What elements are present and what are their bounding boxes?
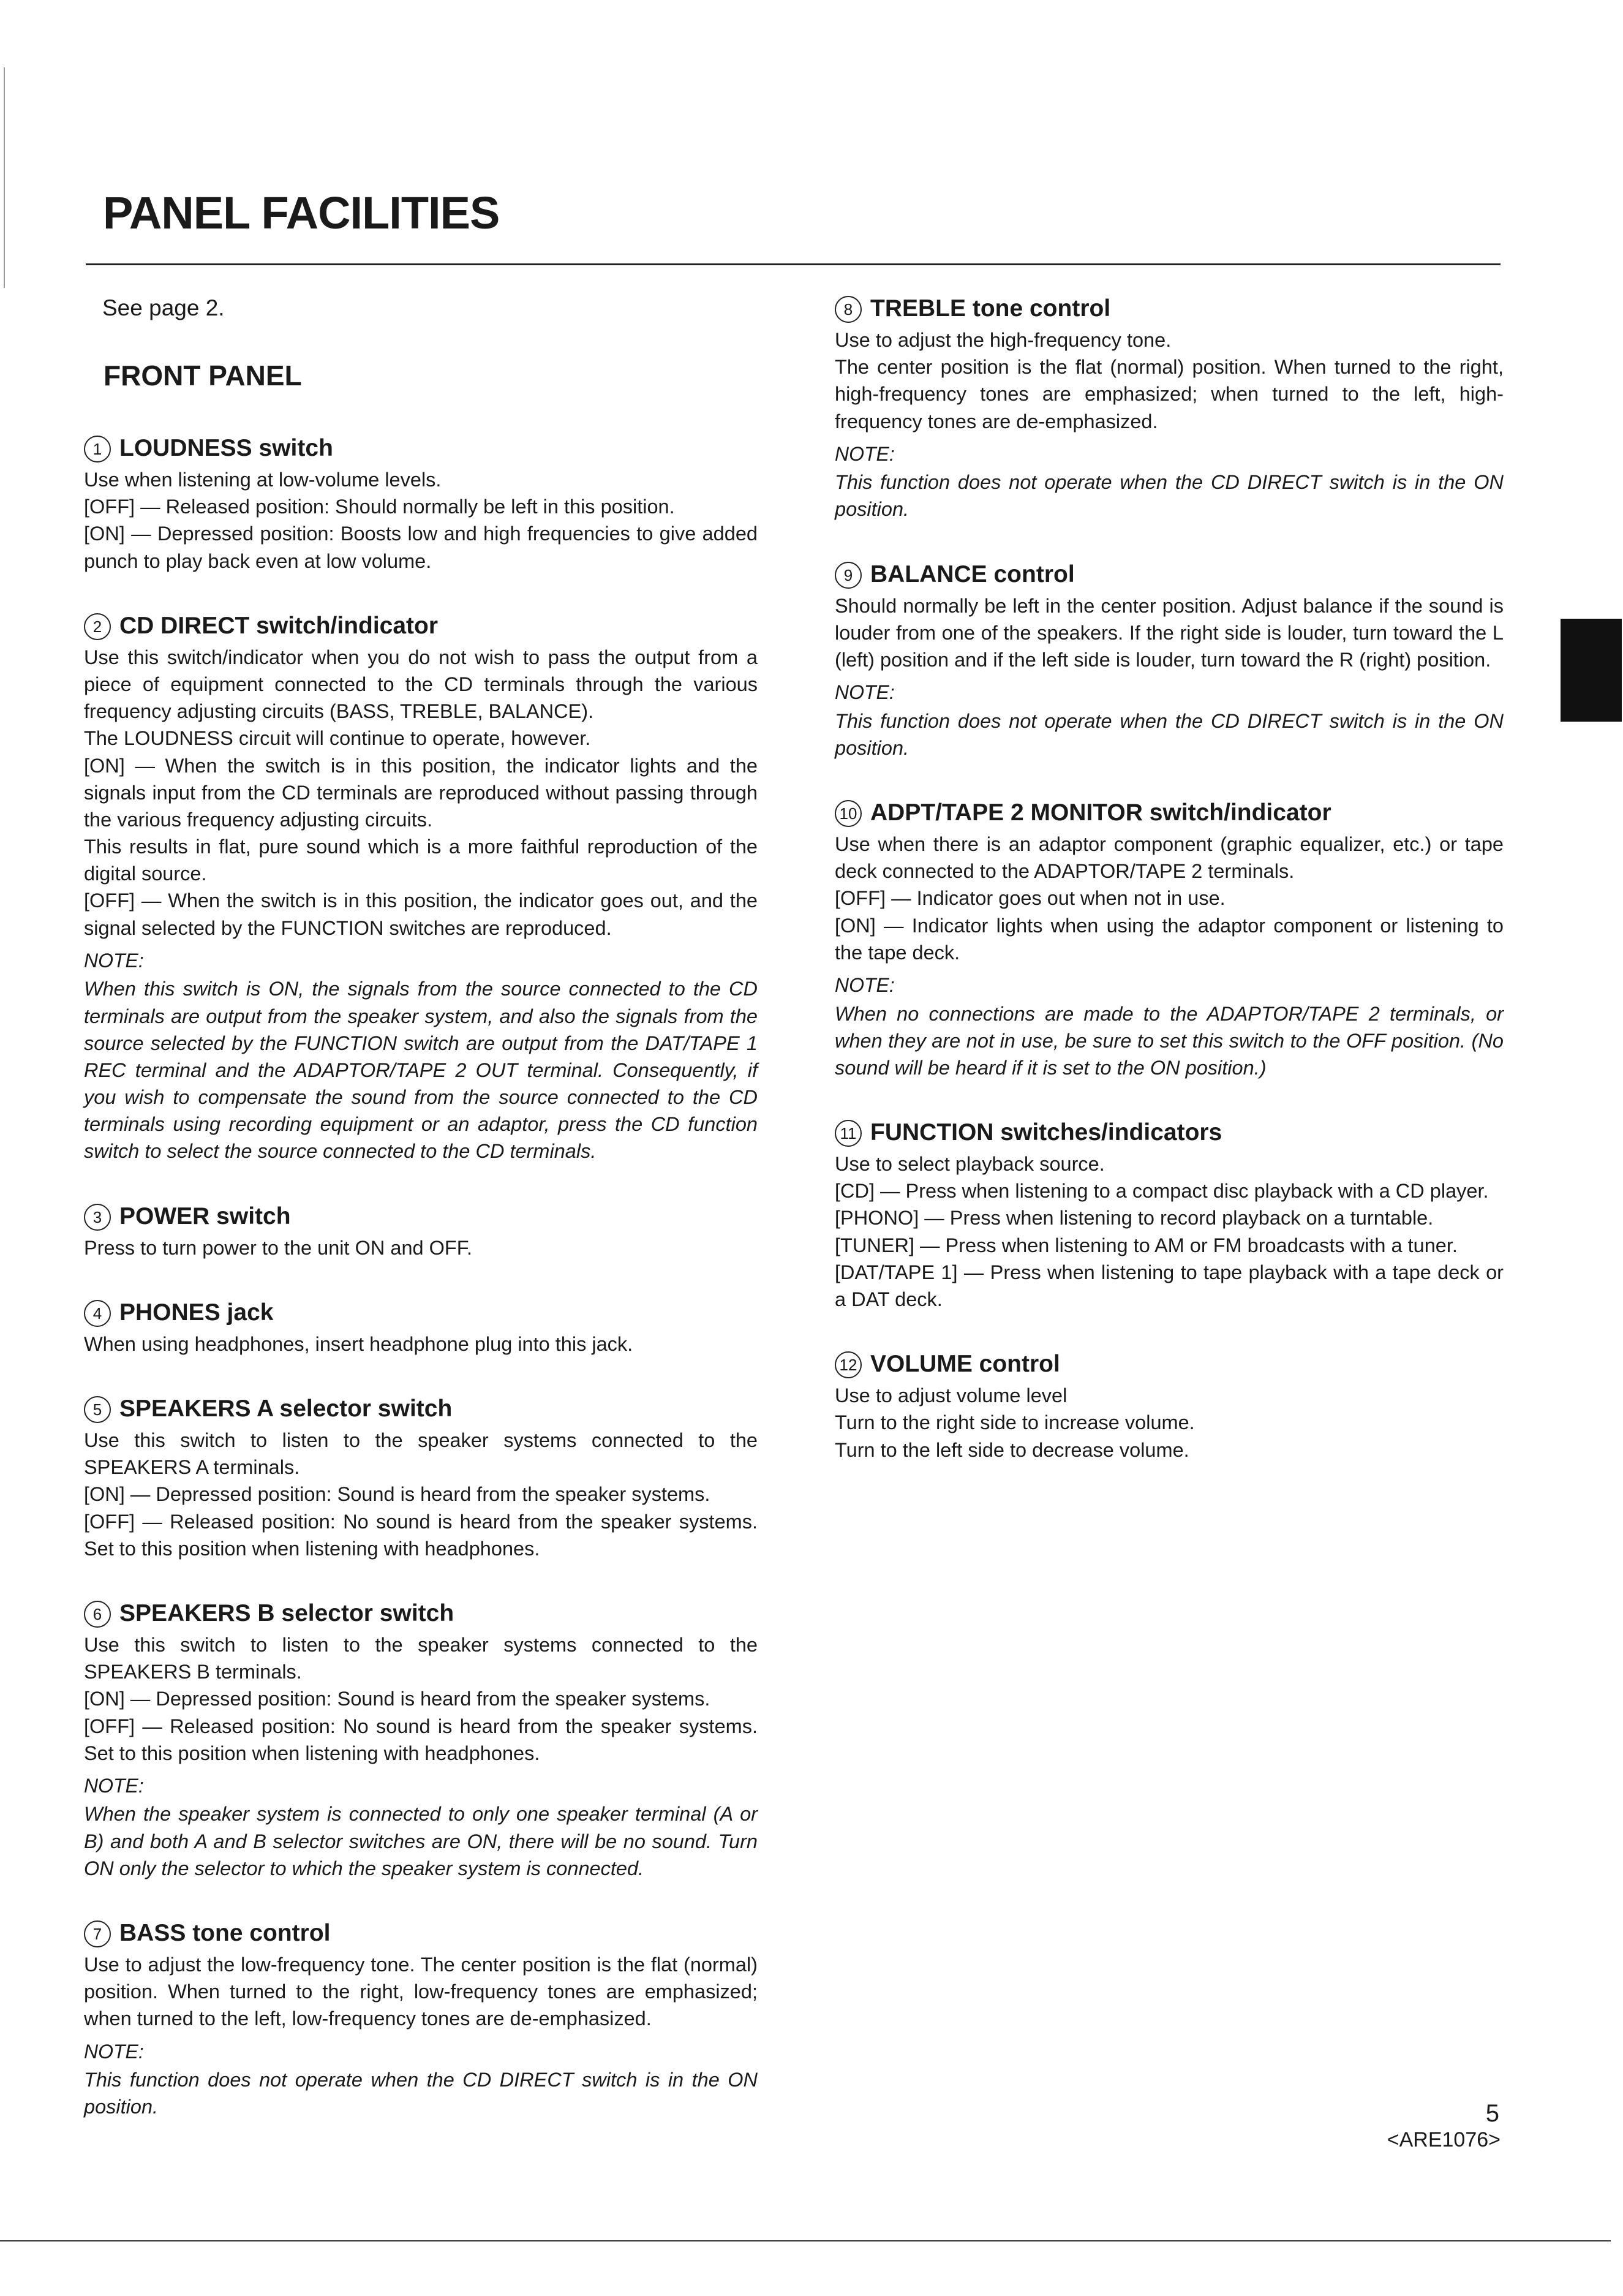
control-item [84, 1600, 758, 1882]
item-paragraph: Use this switch to listen to the speaker systems connected to the SPEAKERS A terminals. [84, 1429, 758, 1479]
note-label: NOTE: [835, 442, 895, 465]
page-title: PANEL FACILITIES [103, 187, 500, 238]
circled-number: 1 [84, 436, 111, 463]
item-paragraph: [PHONO] — Press when listening to record playback on a turntable. [835, 1207, 1434, 1229]
circled-number: 10 [835, 800, 862, 827]
item-heading [84, 613, 758, 640]
intro-text: See page 2. [102, 295, 225, 320]
item-paragraph: Use this switch to listen to the speaker systems connected to the SPEAKERS B terminals. [84, 1633, 758, 1683]
item-paragraph: [OFF] — Released position: Should normally be left in this position. [84, 496, 675, 518]
item-heading [84, 1920, 758, 1947]
note-text: When the speaker system is connected to only one speaker terminal (A or B) and both A and B selector switches are ON, there will be no sound. Turn ON only the selector to which the speaker system is connected. [84, 1803, 758, 1879]
right-item-list [835, 295, 1504, 1463]
item-paragraph: [OFF] — Released position: No sound is heard from the speaker systems. Set to this position when listening with headphones. [84, 1510, 758, 1560]
item-heading [84, 1600, 758, 1628]
item-paragraph: When using headphones, insert headphone plug into this jack. [84, 1332, 633, 1355]
item-paragraph: Use to adjust the low-frequency tone. The center position is the flat (normal) position. When turned to the right, low-frequency tones are emphasized; when turned to the left, low-frequency tones are de-emphasized. [84, 1953, 758, 2030]
item-paragraph: [DAT/TAPE 1] — Press when listening to tape playback with a tape deck or a DAT deck. [835, 1261, 1504, 1311]
item-heading [835, 1351, 1504, 1378]
item-title: ADPT/TAPE 2 MONITOR switch/indicator [870, 799, 1331, 826]
item-paragraph: Use to adjust volume level [835, 1384, 1068, 1407]
item-paragraph: [OFF] — When the switch is in this position, the indicator goes out, and the signal selected by the FUNCTION switches are reproduced. [84, 889, 758, 939]
item-title: BASS tone control [119, 1919, 331, 1946]
section-tab-marker [1561, 619, 1622, 722]
item-title: PHONES jack [119, 1299, 274, 1326]
circled-number: 2 [84, 613, 111, 640]
control-item [84, 435, 758, 575]
item-title: CD DIRECT switch/indicator [119, 612, 439, 639]
circled-number: 11 [835, 1120, 862, 1147]
item-heading [835, 1119, 1504, 1147]
item-paragraph: [ON] — Depressed position: Sound is heard from the speaker systems. [84, 1483, 710, 1506]
section-heading: FRONT PANEL [104, 360, 302, 391]
item-title: SPEAKERS B selector switch [119, 1599, 454, 1626]
item-paragraph: Turn to the left side to decrease volume. [835, 1438, 1189, 1461]
control-item [835, 295, 1504, 523]
scan-edge-line [4, 67, 5, 288]
item-heading [835, 561, 1504, 589]
item-title: SPEAKERS A selector switch [119, 1395, 453, 1422]
item-paragraph: [ON] — Depressed position: Boosts low and high frequencies to give added punch to play back even at low volume. [84, 523, 758, 572]
left-column [84, 288, 758, 2120]
item-title: BALANCE control [870, 561, 1075, 587]
note-label: NOTE: [84, 949, 144, 972]
note-label: NOTE: [84, 2040, 144, 2063]
note-text: When no connections are made to the ADAPTOR/TAPE 2 terminals, or when they are not in use, be sure to set this switch to the OFF position. (No sound will be heard if it is set to the ON position.) [835, 1002, 1504, 1079]
circled-number: 7 [84, 1920, 111, 1947]
control-item [835, 561, 1504, 761]
item-paragraph: [ON] — When the switch is in this position, the indicator lights and the signals input from the CD terminals are reproduced without passing through the various frequency adjusting circuits. [84, 754, 758, 831]
item-heading [84, 1395, 758, 1423]
note-label: NOTE: [84, 1774, 144, 1797]
item-paragraph: [OFF] — Released position: No sound is heard from the speaker systems. Set to this position when listening with headphones. [84, 1715, 758, 1764]
item-paragraph: [ON] — Depressed position: Sound is heard from the speaker systems. [84, 1688, 710, 1710]
document-code: <ARE1076> [1387, 2128, 1501, 2151]
item-title: FUNCTION switches/indicators [870, 1119, 1222, 1146]
note-label: NOTE: [835, 681, 895, 704]
title-divider [86, 263, 1501, 265]
circled-number: 3 [84, 1204, 111, 1231]
item-paragraph: The center position is the flat (normal) position. When turned to the right, high-frequency tones are emphasized; when turned to the left, high-frequency tones are de-emphasized. [835, 356, 1504, 432]
item-heading [84, 435, 758, 463]
item-paragraph: [CD] — Press when listening to a compact disc playback with a CD player. [835, 1180, 1489, 1203]
control-item [84, 613, 758, 1165]
item-paragraph: [ON] — Indicator lights when using the adaptor component or listening to the tape deck. [835, 914, 1504, 964]
control-item [84, 1203, 758, 1261]
item-title: VOLUME control [870, 1351, 1060, 1378]
note-text: This function does not operate when the CD DIRECT switch is in the ON position. [84, 2069, 758, 2118]
item-paragraph: Use when listening at low-volume levels. [84, 469, 442, 491]
item-paragraph: [OFF] — Indicator goes out when not in use. [835, 887, 1226, 910]
item-title: POWER switch [119, 1203, 291, 1229]
circled-number: 4 [84, 1300, 111, 1327]
item-title: TREBLE tone control [870, 295, 1111, 322]
circled-number: 5 [84, 1396, 111, 1423]
item-paragraph: Use to adjust the high-frequency tone. [835, 329, 1172, 351]
item-paragraph: Should normally be left in the center position. Adjust balance if the sound is louder from one of the speakers. If the right side is louder, turn toward the L (left) position and if the left side is louder, turn toward the R (right) position. [835, 594, 1504, 671]
item-paragraph: Press to turn power to the unit ON and OFF. [84, 1236, 473, 1259]
item-heading [84, 1299, 758, 1327]
circled-number: 9 [835, 562, 862, 589]
control-item [84, 1299, 758, 1358]
item-paragraph: [TUNER] — Press when listening to AM or FM broadcasts with a tuner. [835, 1234, 1458, 1256]
page-number: 5 [1485, 2100, 1499, 2127]
right-column [835, 288, 1504, 1463]
control-item [84, 1920, 758, 2120]
note-label: NOTE: [835, 974, 895, 997]
left-item-list [84, 435, 758, 2120]
item-heading [835, 295, 1504, 323]
bottom-divider [0, 2240, 1611, 2241]
item-paragraph: Use this switch/indicator when you do not wish to pass the output from a piece of equipment connected to the CD terminals through the various frequency adjusting circuits (BASS, TREBLE, BALANCE). [84, 646, 758, 723]
item-paragraph: Use when there is an adaptor component (graphic equalizer, etc.) or tape deck connected to the ADAPTOR/TAPE 2 terminals. [835, 833, 1504, 883]
item-paragraph: The LOUDNESS circuit will continue to operate, however. [84, 727, 591, 750]
item-heading [84, 1203, 758, 1231]
circled-number: 12 [835, 1351, 862, 1378]
item-heading [835, 799, 1504, 827]
control-item [835, 1351, 1504, 1463]
item-paragraph: Turn to the right side to increase volume. [835, 1411, 1195, 1434]
item-paragraph: Use to select playback source. [835, 1153, 1105, 1176]
circled-number: 8 [835, 296, 862, 323]
control-item [84, 1395, 758, 1562]
note-text: When this switch is ON, the signals from the source connected to the CD terminals are output from the speaker system, and also the signals from the source selected by the FUNCTION switch are output from the DAT/TAPE 1 REC terminal and the ADAPTOR/TAPE 2 OUT terminal. Consequently, if you wish to compensate the sound from the source connected to the CD terminals using recording equipment or an adaptor, press the CD function switch to select the source connected to the CD terminals. [84, 978, 758, 1163]
circled-number: 6 [84, 1601, 111, 1628]
item-paragraph: This results in flat, pure sound which is a more faithful reproduction of the digital source. [84, 836, 758, 885]
item-title: LOUDNESS switch [119, 435, 333, 461]
control-item [835, 799, 1504, 1081]
control-item [835, 1119, 1504, 1313]
note-text: This function does not operate when the CD DIRECT switch is in the ON position. [835, 471, 1504, 521]
note-text: This function does not operate when the CD DIRECT switch is in the ON position. [835, 709, 1504, 759]
